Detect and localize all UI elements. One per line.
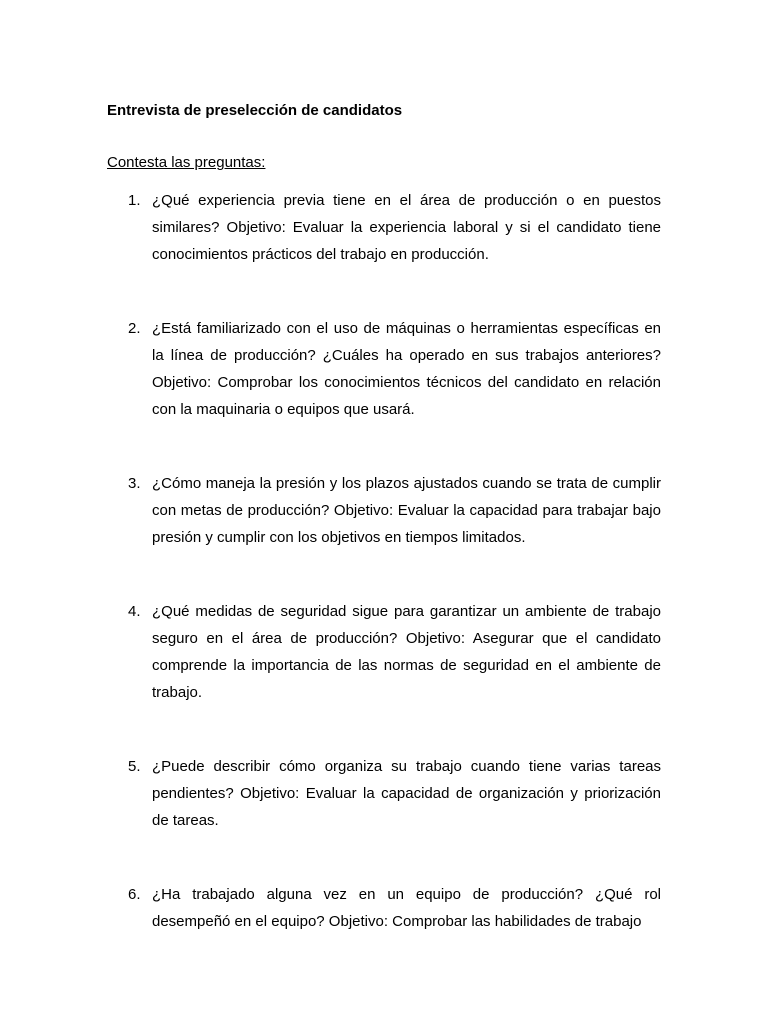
- question-number: 1.: [128, 192, 141, 209]
- question-number: 6.: [128, 886, 141, 903]
- question-number: 5.: [128, 758, 141, 775]
- question-item: [120, 315, 661, 423]
- question-item: [120, 881, 661, 935]
- question-number: 2.: [128, 320, 141, 337]
- question-item: [120, 598, 661, 706]
- question-list: [120, 187, 661, 982]
- question-number: 4.: [128, 603, 141, 620]
- question-text: ¿Ha trabajado alguna vez en un equipo de producción? ¿Qué rol desempeñó en el equipo? Objetivo: Comprobar las habilidades de trabajo: [152, 886, 661, 930]
- question-text: ¿Cómo maneja la presión y los plazos ajustados cuando se trata de cumplir con metas de producción? Objetivo: Evaluar la capacidad para trabajar bajo presión y cumplir con los objetivos en tiempos limitados.: [152, 475, 661, 546]
- question-number: 3.: [128, 475, 141, 492]
- question-item: [120, 470, 661, 551]
- question-item: [120, 753, 661, 834]
- question-text: ¿Está familiarizado con el uso de máquinas o herramientas específicas en la línea de producción? ¿Cuáles ha operado en sus trabajos anteriores? Objetivo: Comprobar los conocimientos técnicos del candidato en relación con la maquinaria o equipos que usará.: [152, 320, 661, 418]
- question-text: ¿Qué experiencia previa tiene en el área de producción o en puestos similares? Objetivo: Evaluar la experiencia laboral y si el candidato tiene conocimientos prácticos del trabajo en producción.: [152, 192, 661, 263]
- document-title: Entrevista de preselección de candidatos: [107, 102, 403, 119]
- question-text: ¿Puede describir cómo organiza su trabajo cuando tiene varias tareas pendientes? Objetivo: Evaluar la capacidad de organización y priorización de tareas.: [152, 758, 661, 829]
- question-text: ¿Qué medidas de seguridad sigue para garantizar un ambiente de trabajo seguro en el área de producción? Objetivo: Asegurar que el candidato comprende la importancia de las normas de seguridad en el ambiente de trabajo.: [152, 603, 661, 701]
- instruction-text: Contesta las preguntas:: [107, 154, 266, 171]
- question-item: [120, 187, 661, 268]
